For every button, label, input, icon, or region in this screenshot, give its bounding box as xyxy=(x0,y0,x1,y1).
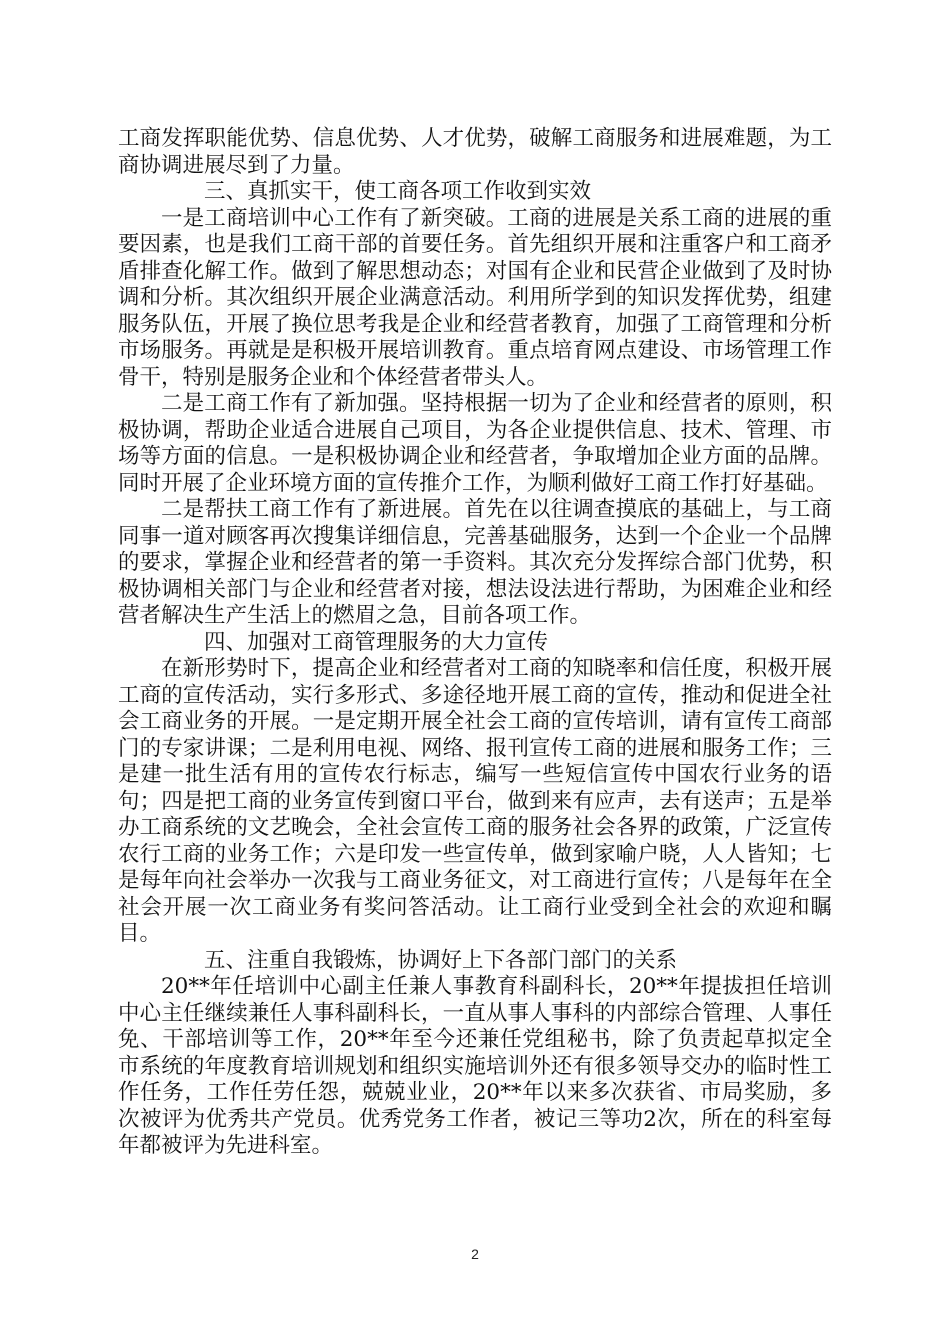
body-paragraph: 二是帮扶工商工作有了新进展。首先在以往调查摸底的基础上，与工商同事一道对顾客再次搜集详细信息，完善基础服务，达到一个企业一个品牌的要求，掌握企业和经营者的第一手资料。其次充分发挥综合部门优势，积极协调相关部门与企业和经营者对接，想法设法进行帮助，为困难企业和经营者解决生产生活上的燃眉之急，目前各项工作。 xyxy=(118,497,832,628)
body-paragraph: 20**年任培训中心副主任兼人事教育科副科长，20**年提拔担任培训中心主任继续兼任人事科副科长，一直从事人事科的内部综合管理、人事任免、干部培训等工作，20**年至今还兼任党组秘书，除了负责起草拟定全市系统的年度教育培训规划和组织实施培训外还有很多领导交办的临时性工作任务，工作任劳任怨，兢兢业业，20**年以来多次获省、市局奖励，多次被评为优秀共产党员。优秀党务工作者，被记三等功2次，所在的科室每年都被评为先进科室。 xyxy=(118,974,832,1158)
section-heading-five: 五、注重自我锻炼，协调好上下各部门部门的关系 xyxy=(204,947,678,973)
section-heading-three: 三、真抓实干，使工商各项工作收到实效 xyxy=(204,179,592,204)
paragraph-continuation: 工商发挥职能优势、信息优势、人才优势，破解工商服务和进展难题，为工商协调进展尽到了力量。 xyxy=(118,126,832,178)
page-number: 2 xyxy=(471,1246,479,1262)
section-heading-four: 四、加强对工商管理服务的大力宣传 xyxy=(204,629,549,655)
document-body xyxy=(118,126,832,1160)
body-paragraph: 二是工商工作有了新加强。坚持根据一切为了企业和经营者的原则，积极协调，帮助企业适合进展自己项目，为各企业提供信息、技术、管理、市场等方面的信息。一是积极协调企业和经营者，争取增加企业方面的品牌。同时开展了企业环境方面的宣传推介工作，为顺利做好工商工作打好基础。 xyxy=(118,391,832,496)
body-paragraph: 在新形势时下，提高企业和经营者对工商的知晓率和信任度，积极开展工商的宣传活动，实行多形式、多途径地开展工商的宣传，推动和促进全社会工商业务的开展。一是定期开展全社会工商的宣传培训，请有宣传工商部门的专家讲课；二是利用电视、网络、报刊宣传工商的进展和服务工作；三是建一批生活有用的宣传农行标志，编写一些短信宣传中国农行业务的语句；四是把工商的业务宣传到窗口平台，做到来有应声，去有送声；五是举办工商系统的文艺晚会，全社会宣传工商的服务社会各界的政策，广泛宣传农行工商的业务工作；六是印发一些宣传单，做到家喻户晓，人人皆知；七是每年向社会举办一次我与工商业务征文，对工商进行宣传；八是每年在全社会开展一次工商业务有奖问答活动。让工商行业受到全社会的欢迎和瞩目。 xyxy=(118,656,832,946)
body-paragraph: 一是工商培训中心工作有了新突破。工商的进展是关系工商的进展的重要因素，也是我们工商干部的首要任务。首先组织开展和注重客户和工商矛盾排查化解工作。做到了解思想动态；对国有企业和民营企业做到了及时协调和分析。其次组织开展企业满意活动。利用所学到的知识发挥优势，组建服务队伍，开展了换位思考我是企业和经营者教育，加强了工商管理和分析市场服务。再就是是积极开展培训教育。重点培育网点建设、市场管理工作骨干，特别是服务企业和个体经营者带头人。 xyxy=(118,205,832,390)
